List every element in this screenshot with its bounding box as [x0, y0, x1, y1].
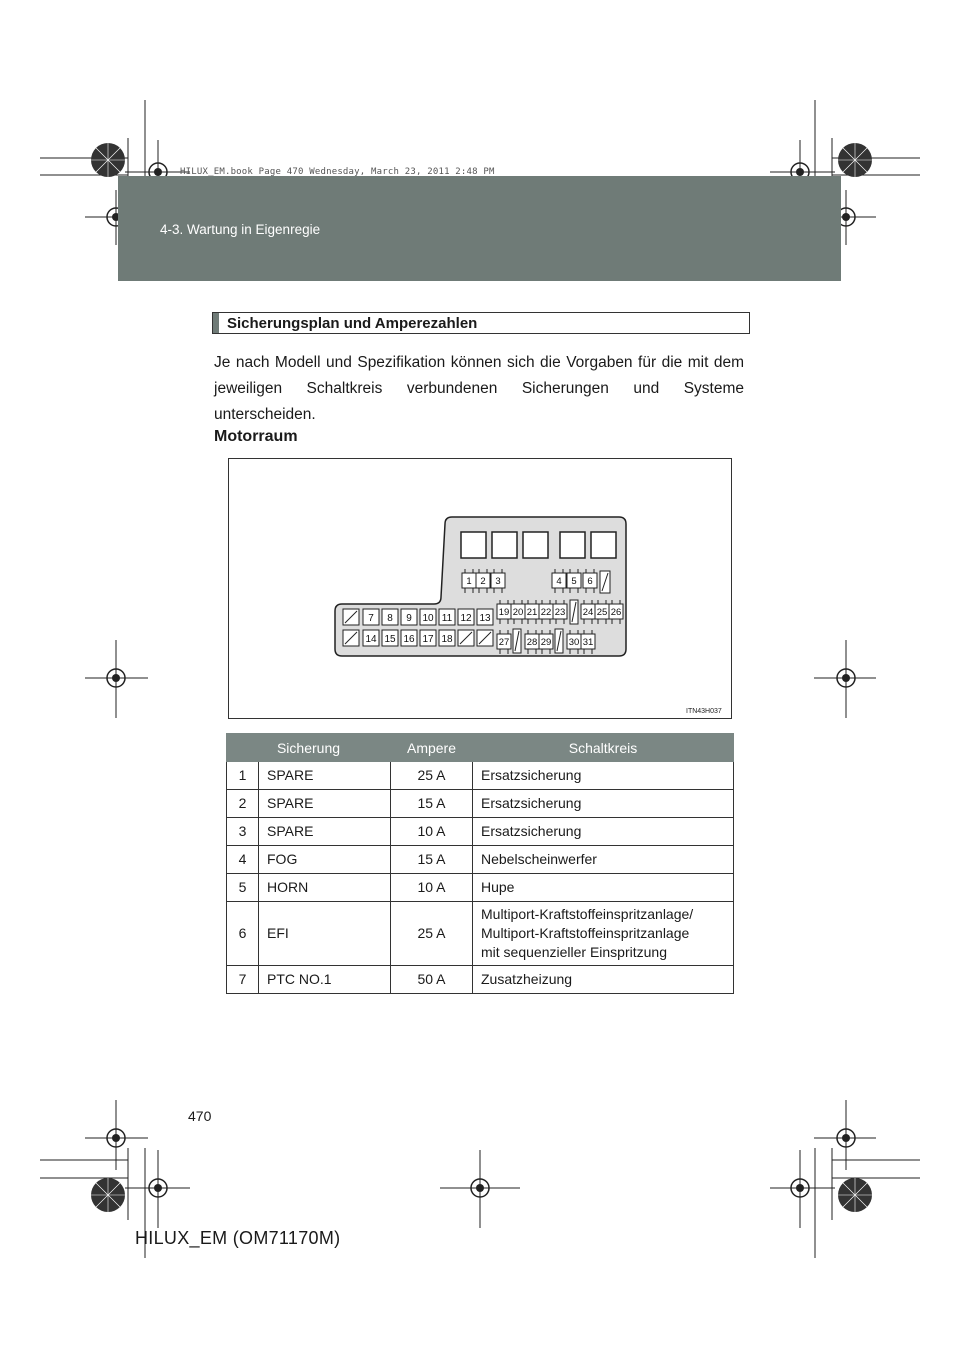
- fuse-circuit: Ersatzsicherung: [473, 790, 734, 818]
- table-row: [227, 762, 734, 790]
- fuse-label: 21: [526, 607, 538, 618]
- fuse-box-diagram: [229, 459, 731, 718]
- fuse-label: 3: [495, 576, 501, 587]
- fuse-label: 8: [387, 613, 393, 624]
- section-title: 4-3. Wartung in Eigenregie: [160, 222, 321, 237]
- fuse-number: 3: [227, 818, 259, 846]
- fuse-label: 17: [422, 634, 434, 645]
- fuse-ampere: 25 A: [391, 762, 473, 790]
- fuse-label: 4: [556, 576, 562, 587]
- fuse-number: 5: [227, 874, 259, 902]
- header-circuit: Schaltkreis: [473, 734, 734, 762]
- relay-slot: [560, 532, 585, 558]
- relay-slot: [523, 532, 548, 558]
- fuse-label: 1: [466, 576, 472, 587]
- fuse-name: SPARE: [259, 818, 391, 846]
- subheading-box: [212, 312, 750, 334]
- fuse-label: 30: [568, 637, 580, 648]
- table-row: [227, 966, 734, 994]
- fuse-label: 15: [384, 634, 396, 645]
- table-row: [227, 902, 734, 966]
- area-label: Motorraum: [214, 428, 298, 445]
- fuse-label: 7: [368, 613, 374, 624]
- fuse-circuit: Nebelscheinwerfer: [473, 846, 734, 874]
- fuse-ampere: 10 A: [391, 818, 473, 846]
- fuse-ampere: 10 A: [391, 874, 473, 902]
- fuse-ampere: 50 A: [391, 966, 473, 994]
- fuse-label: 28: [526, 637, 538, 648]
- fuse-label: 6: [587, 576, 593, 587]
- table-header-row: [227, 734, 734, 762]
- fuse-label: 25: [596, 607, 608, 618]
- fuse-number: 2: [227, 790, 259, 818]
- fuse-label: 19: [498, 607, 510, 618]
- footer-model: HILUX_EM (OM71170M): [135, 1228, 341, 1248]
- header-fuse: Sicherung: [227, 734, 391, 762]
- fuse-label: 31: [582, 637, 594, 648]
- fuse-name: EFI: [259, 902, 391, 966]
- fuse-label: 10: [422, 613, 434, 624]
- book-stamp: HILUX_EM.book Page 470 Wednesday, March 23, 2011 2:48 PM: [180, 167, 495, 177]
- fuse-label: 20: [512, 607, 524, 618]
- fuse-label: 9: [406, 613, 412, 624]
- fuse-label: 11: [441, 613, 453, 624]
- relay-slot: [492, 532, 517, 558]
- fuse-label: 18: [441, 634, 453, 645]
- fuse-name: FOG: [259, 846, 391, 874]
- fuse-number: 1: [227, 762, 259, 790]
- fuse-circuit: Ersatzsicherung: [473, 818, 734, 846]
- table-row: [227, 818, 734, 846]
- fuse-ampere: 15 A: [391, 846, 473, 874]
- fuse-number: 6: [227, 902, 259, 966]
- fuse-label: 16: [403, 634, 415, 645]
- fuse-name: HORN: [259, 874, 391, 902]
- fuse-label: 2: [480, 576, 486, 587]
- fuse-ampere: 15 A: [391, 790, 473, 818]
- fuse-ampere: 25 A: [391, 902, 473, 966]
- relay-slot: [591, 532, 616, 558]
- fuse-number: 7: [227, 966, 259, 994]
- table-row: [227, 874, 734, 902]
- relay-slot: [461, 532, 486, 558]
- fuse-diagram-frame: [228, 458, 732, 719]
- fuse-circuit: Ersatzsicherung: [473, 762, 734, 790]
- fuse-name: SPARE: [259, 762, 391, 790]
- header-ampere: Ampere: [391, 734, 473, 762]
- fuse-label: 14: [365, 634, 377, 645]
- fuse-circuit: Hupe: [473, 874, 734, 902]
- fuse-name: SPARE: [259, 790, 391, 818]
- subheading: Sicherungsplan und Amperezahlen: [227, 314, 478, 332]
- fuse-label: 23: [554, 607, 566, 618]
- fuse-circuit: Zusatzheizung: [473, 966, 734, 994]
- table-row: [227, 790, 734, 818]
- fuse-label: 13: [479, 613, 491, 624]
- fuse-label: 12: [460, 613, 472, 624]
- fuse-number: 4: [227, 846, 259, 874]
- diagram-code: ITN43H037: [686, 708, 722, 715]
- fuse-label: 27: [498, 637, 510, 648]
- fuse-circuit: Multiport-Kraftstoffeinspritzanlage/ Multiport-Kraftstoffeinspritzanlage mit sequenzieller Einspritzung: [473, 902, 734, 966]
- fuse-table: [226, 733, 734, 994]
- table-row: [227, 846, 734, 874]
- fuse-label: 29: [540, 637, 552, 648]
- page-number: 470: [188, 1108, 212, 1124]
- intro-paragraph: Je nach Modell und Spezifikation können sich die Vorgaben für die mit dem jeweiligen Schaltkreis verbundenen Sicherungen und Systeme unterscheiden.: [214, 354, 744, 423]
- fuse-label: 24: [582, 607, 594, 618]
- fuse-name: PTC NO.1: [259, 966, 391, 994]
- fuse-label: 22: [540, 607, 552, 618]
- fuse-label: 5: [571, 576, 577, 587]
- fuse-label: 26: [610, 607, 622, 618]
